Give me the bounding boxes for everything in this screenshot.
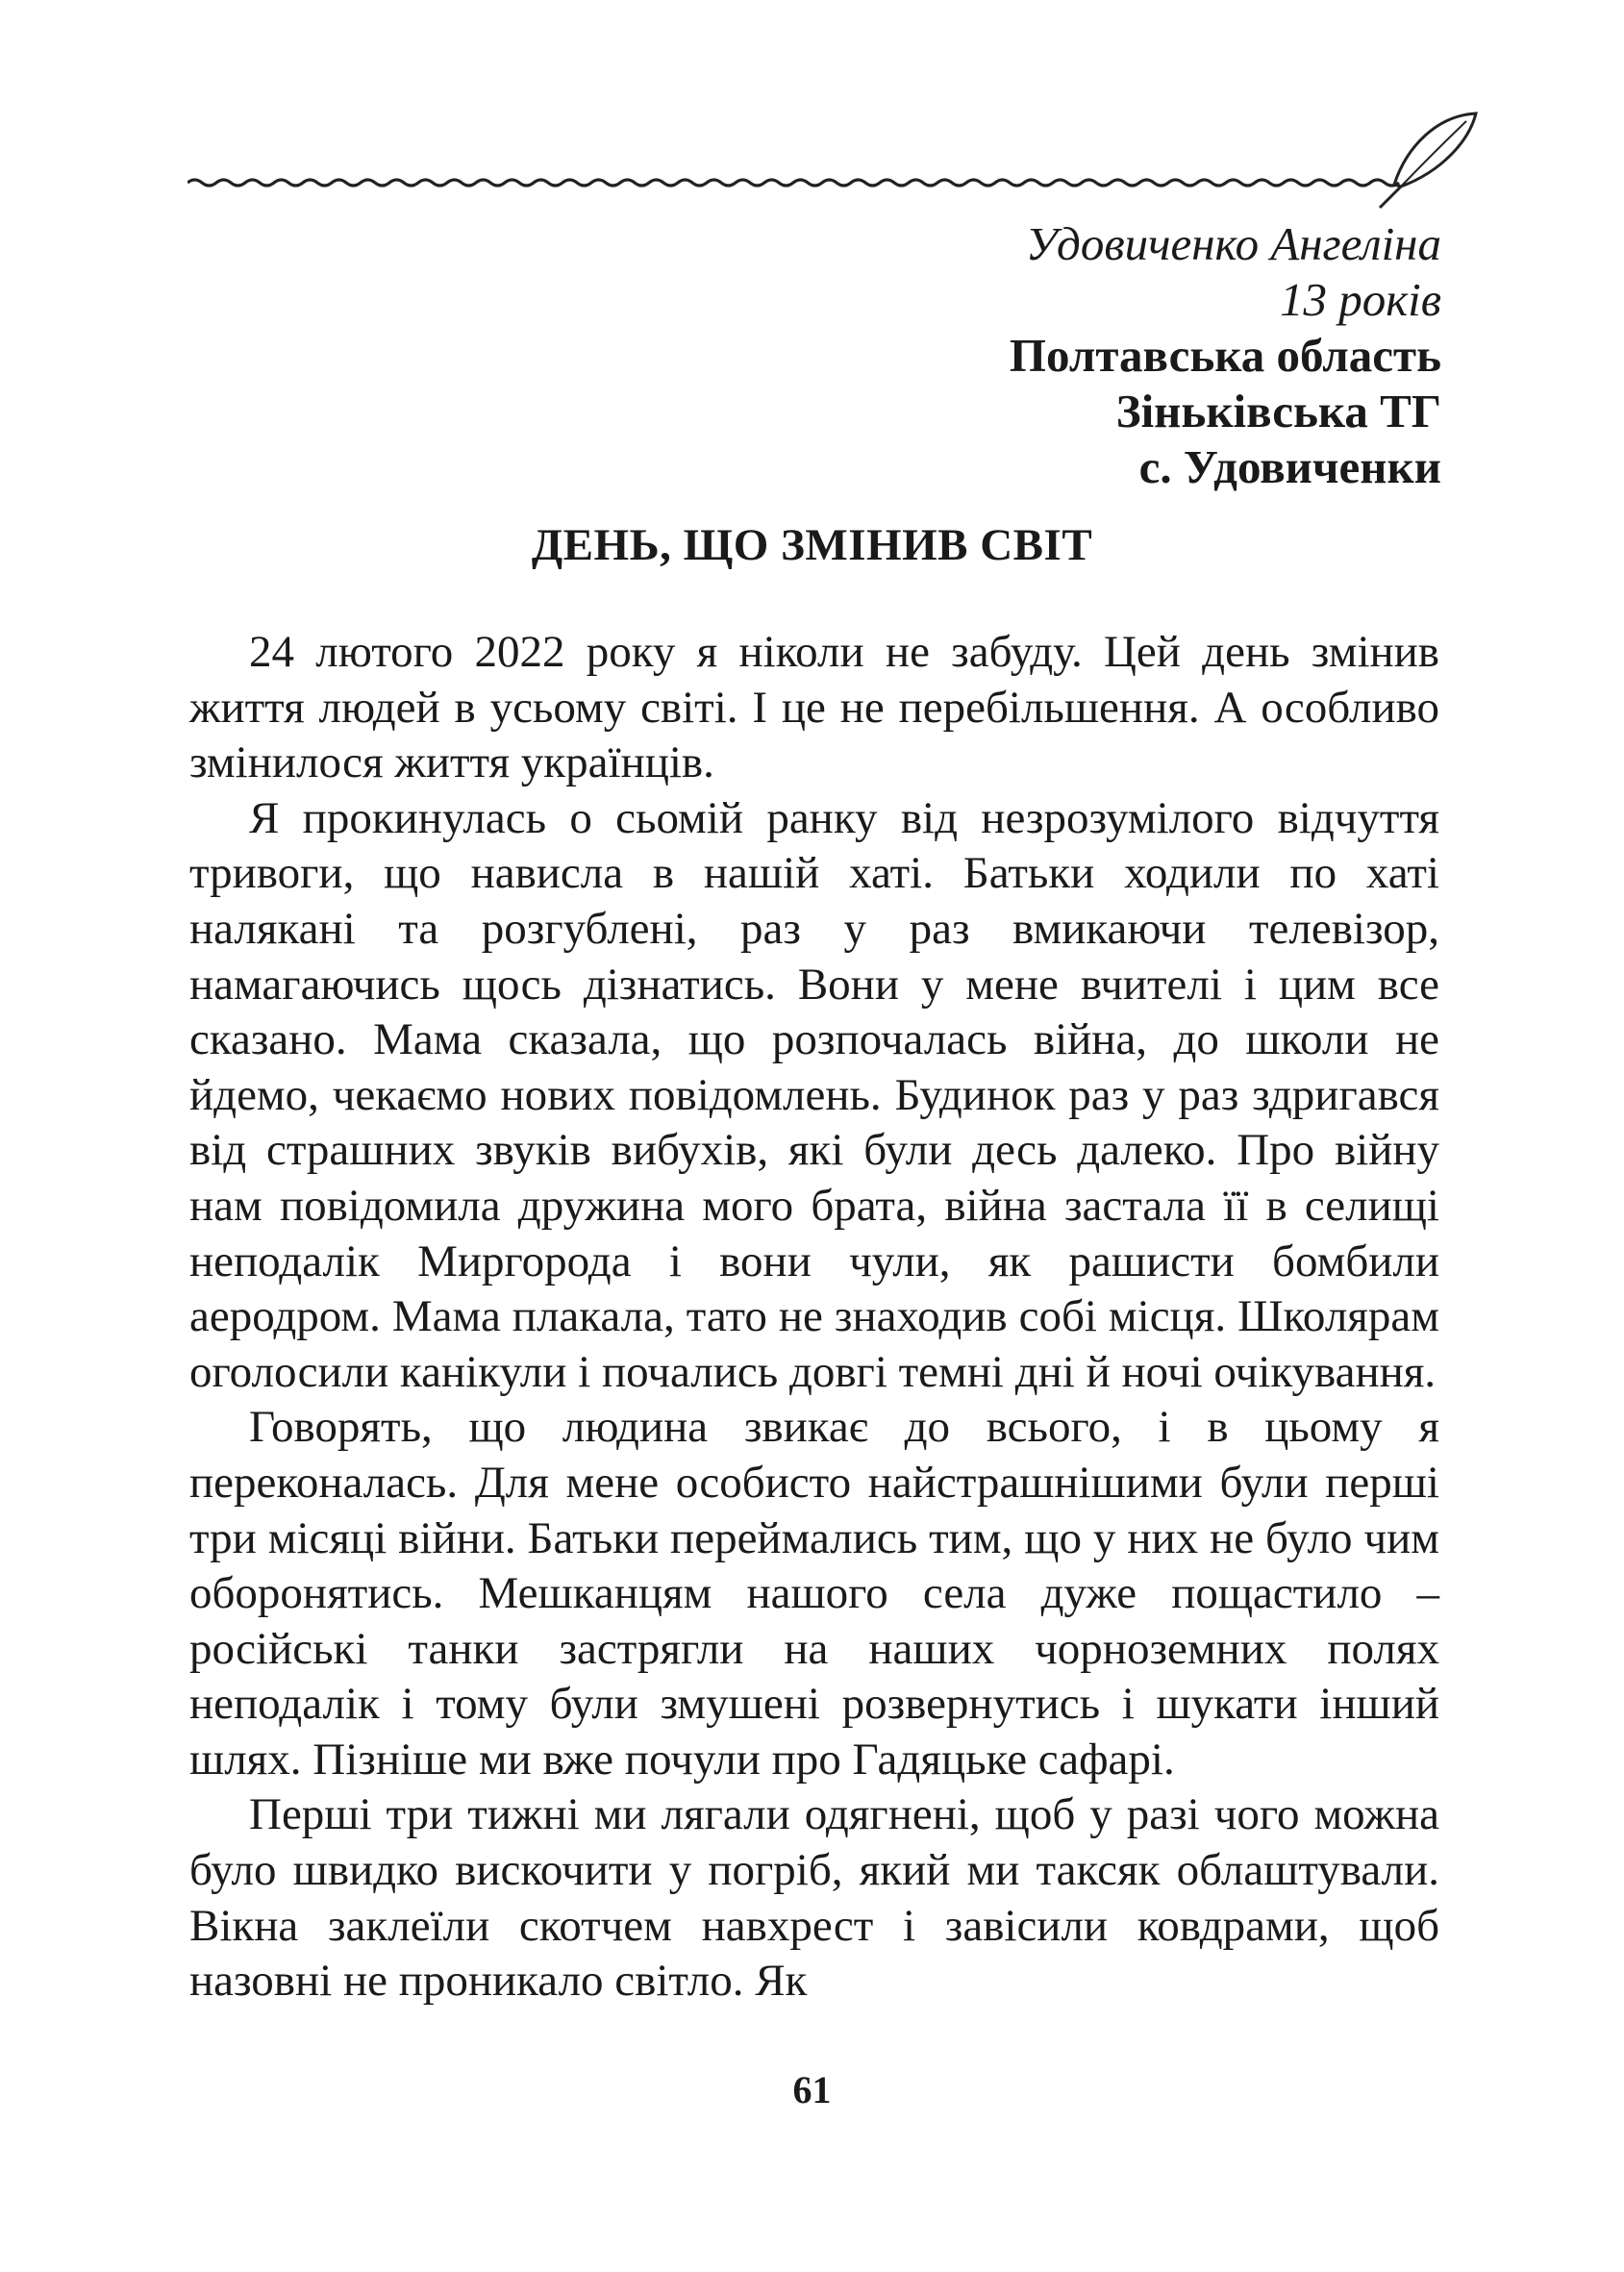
paragraph: Перші три тижні ми лягали одягнені, щоб у разі чого можна було швидко вискочити у погріб, який ми таксяк облаштували. Вікна заклеїли скотчем навхрест і завісили ковдрами, щоб назовні не проникало світло. Як	[189, 1789, 1439, 2007]
author-village: с. Удовиченки	[1138, 440, 1441, 493]
paragraph: Говорять, що людина звикає до всього, і в цьому я переконалась. Для мене особисто найстрашнішими були перші три місяці війни. Батьки переймались тим, що у них не було чим оборонятись. Мешканцям нашого села дуже пощастило – російські танки застрягли на наших чорноземних полях неподалік і тому були змушені розвернутись і шукати інший шлях. Пізніше ми вже почули про Гадяцьке сафарі.	[189, 1402, 1439, 1785]
author-community: Зіньківська ТГ	[1115, 385, 1441, 437]
author-info	[1010, 216, 1441, 495]
story-title: ДЕНЬ, ЩО ЗМІНИВ СВІТ	[531, 520, 1093, 570]
decorative-wave-ornament	[187, 108, 1486, 213]
author-age: 13 років	[1279, 273, 1441, 326]
quill-feather-icon	[1380, 113, 1476, 208]
paragraph: 24 лютого 2022 року я ніколи не забуду. Цей день змінив життя людей в усьому світі. І це не перебільшення. А особливо змінилося життя українців.	[189, 627, 1439, 788]
paragraph: Я прокинулась о сьомій ранку від незрозумілого відчуття тривоги, що нависла в нашій хаті. Батьки ходили по хаті налякані та розгублені, раз у раз вмикаючи телевізор, намагаючись щось дізнатись. Вони у мене вчителі і цим все сказано. Мама сказала, що розпочалась війна, до школи не йдемо, чекаємо нових повідомлень. Будинок раз у раз здригався від страшних звуків вибухів, які були десь далеко. Про війну нам повідомила дружина мого брата, війна застала її в селищі неподалік Миргорода і вони чули, як рашисти бомбили аеродром. Мама плакала, тато не знаходив собі місця. Школярам оголосили канікули і почались довгі темні дні й ночі очікування.	[189, 792, 1439, 1397]
author-region: Полтавська область	[1009, 329, 1441, 382]
story-body	[189, 625, 1439, 2010]
page-number: 61	[792, 2068, 832, 2111]
author-name: Удовиченко Ангеліна	[1025, 217, 1441, 270]
